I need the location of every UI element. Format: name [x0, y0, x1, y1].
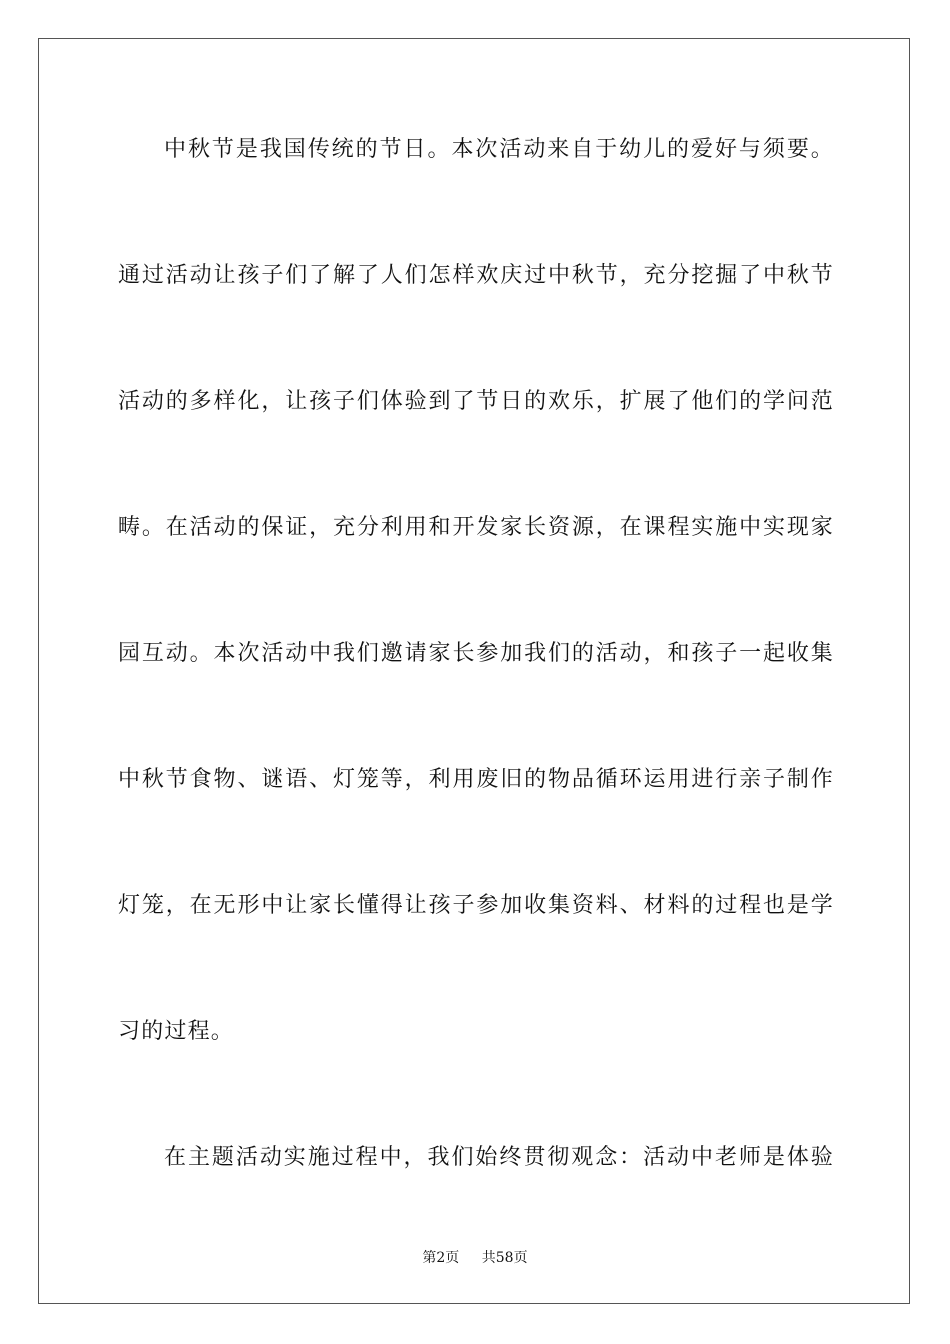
paragraph-1-line-8: 习的过程。	[118, 1019, 235, 1044]
paragraph-1-line-3: 活动的多样化，让孩子们体验到了节日的欢乐，扩展了他们的学问范	[118, 389, 834, 414]
page-number: 第2页	[422, 1250, 460, 1266]
document-body	[118, 118, 834, 1252]
paragraph-1-line-4: 畴。在活动的保证，充分利用和开发家长资源，在课程实施中实现家	[118, 515, 834, 540]
page-total: 共58页	[481, 1250, 528, 1266]
page-footer	[0, 1247, 950, 1267]
paragraph-1-line-7: 灯笼，在无形中让家长懂得让孩子参加收集资料、材料的过程也是学	[118, 893, 834, 918]
paragraph-1-line-6: 中秋节食物、谜语、灯笼等，利用废旧的物品循环运用进行亲子制作	[118, 767, 834, 792]
paragraph-1-line-2: 通过活动让孩子们了解了人们怎样欢庆过中秋节，充分挖掘了中秋节	[118, 263, 834, 288]
paragraph-2-line-1: 在主题活动实施过程中，我们始终贯彻观念：活动中老师是体验	[164, 1145, 834, 1170]
paragraph-1-line-5: 园互动。本次活动中我们邀请家长参加我们的活动，和孩子一起收集	[118, 641, 834, 666]
paragraph-1-line-1: 中秋节是我国传统的节日。本次活动来自于幼儿的爱好与须要。	[164, 137, 834, 162]
